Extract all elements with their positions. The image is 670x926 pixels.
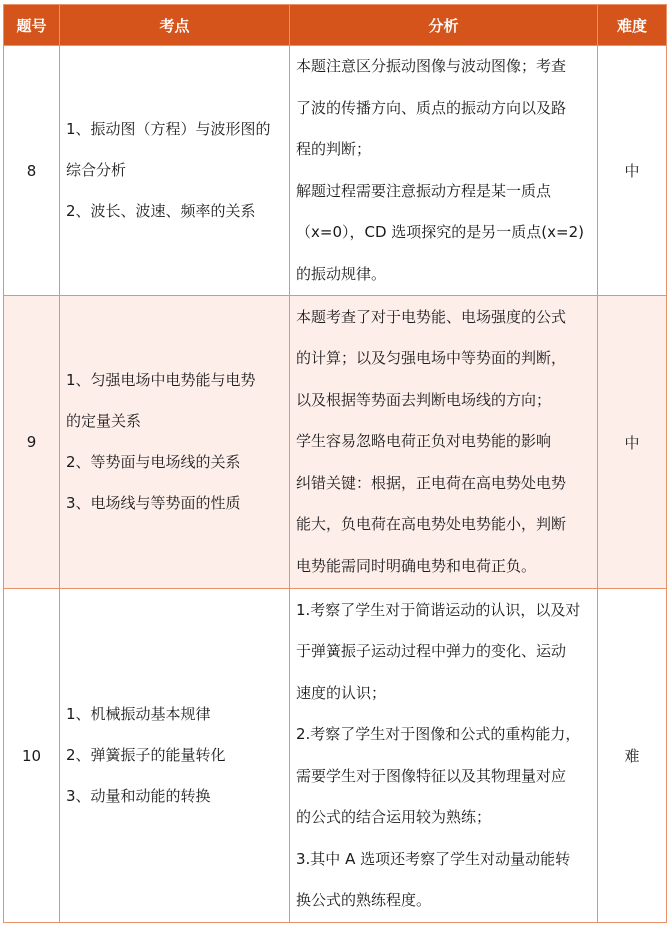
analysis-line: 需要学生对于图像特征以及其物理量对应	[296, 766, 567, 785]
question-number: 10	[4, 589, 60, 923]
table-row	[4, 296, 667, 589]
analysis-line: 的公式的结合运用较为熟练；	[296, 808, 492, 826]
analysis-line: （x=0），CD 选项探究的是另一质点(x=2)	[296, 223, 584, 241]
analysis-line: 程的判断；	[296, 140, 372, 158]
analysis-cell	[290, 589, 598, 923]
analysis-line: 学生容易忽略电荷正负对电势能的影响	[296, 432, 552, 451]
analysis-line: 2.考察了学生对于图像和公式的重构能力，	[296, 725, 581, 743]
analysis-line: 纠错关键：根据，正电荷在高电势处电势	[296, 473, 567, 492]
header-num: 题号	[4, 5, 60, 46]
topic-line: 1、机械振动基本规律	[66, 705, 211, 723]
analysis-line: 1.考察了学生对于简谐运动的认识，以及对	[296, 600, 581, 619]
analysis-line: 3.其中 A 选项还考察了学生对动量动能转	[296, 849, 571, 868]
difficulty-value: 中	[598, 46, 667, 296]
topic-line: 1、振动图（方程）与波形图的	[66, 120, 271, 138]
difficulty-value: 难	[598, 589, 667, 923]
analysis-line: 能大，负电荷在高电势处电势能小，判断	[296, 515, 567, 534]
analysis-line: 解题过程需要注意振动方程是某一质点	[296, 181, 552, 200]
topic-line: 的定量关系	[66, 412, 142, 430]
analysis-line: 的振动规律。	[296, 264, 387, 283]
table-row	[4, 589, 667, 923]
question-number: 8	[4, 46, 60, 296]
topic-line: 3、电场线与等势面的性质	[66, 494, 241, 512]
topic-cell	[60, 589, 290, 923]
analysis-line: 的计算；以及匀强电场中等势面的判断，	[296, 349, 567, 368]
topic-line: 1、匀强电场中电势能与电势	[66, 371, 256, 389]
analysis-line: 于弹簧振子运动过程中弹力的变化、运动	[296, 642, 567, 660]
header-analysis: 分析	[290, 5, 598, 46]
table-header-row	[4, 5, 667, 46]
table-row	[4, 46, 667, 296]
analysis-line: 本题注意区分振动图像与波动图像；考查	[296, 57, 567, 75]
analysis-line: 本题考查了对于电势能、电场强度的公式	[296, 307, 567, 326]
topic-line: 3、动量和动能的转换	[66, 787, 211, 805]
header-difficulty: 难度	[598, 5, 667, 46]
header-topic: 考点	[60, 5, 290, 46]
topic-line: 2、等势面与电场线的关系	[66, 453, 241, 471]
analysis-line: 换公式的熟练程度。	[296, 891, 432, 909]
analysis-cell	[290, 46, 598, 296]
analysis-line: 速度的认识；	[296, 683, 387, 702]
topic-cell	[60, 296, 290, 589]
question-number: 9	[4, 296, 60, 589]
analysis-line: 了波的传播方向、质点的振动方向以及路	[296, 98, 567, 117]
difficulty-value: 中	[598, 296, 667, 589]
analysis-table	[3, 4, 667, 923]
topic-line: 综合分析	[66, 161, 127, 179]
analysis-line: 电势能需同时明确电势和电荷正负。	[296, 556, 537, 575]
topic-line: 2、波长、波速、频率的关系	[66, 202, 256, 220]
analysis-cell	[290, 296, 598, 589]
topic-cell	[60, 46, 290, 296]
topic-line: 2、弹簧振子的能量转化	[66, 746, 226, 764]
analysis-line: 以及根据等势面去判断电场线的方向；	[296, 390, 552, 409]
